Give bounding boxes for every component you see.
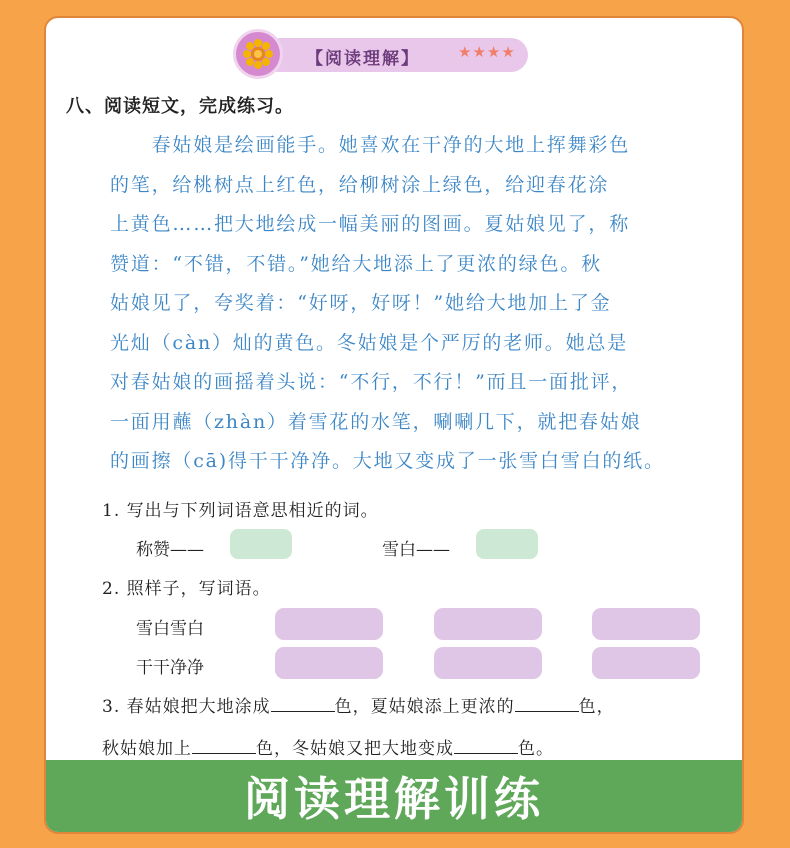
question-2: 2. 照样子，写词语。 <box>102 579 271 599</box>
q3-blank-3[interactable] <box>192 737 256 754</box>
passage-line: 对春姑娘的画摇着头说：“不行，不行！”而且一面批评， <box>110 371 633 393</box>
q1-answer-box-1[interactable] <box>230 529 292 559</box>
q3-text: 色， <box>578 697 615 717</box>
q2-example-2: 干干净净 <box>136 658 204 678</box>
star-rating-icon: ★★★★ <box>458 43 516 61</box>
flower-icon <box>236 32 280 76</box>
q2-example-1: 雪白雪白 <box>136 619 204 639</box>
q2-answer-box[interactable] <box>434 608 542 640</box>
question-3-line-2 <box>102 734 554 759</box>
passage-line: 上黄色……把大地绘成一幅美丽的图画。夏姑娘见了，称 <box>110 213 631 235</box>
q3-blank-2[interactable] <box>515 695 579 712</box>
q1-word-2: 雪白—— <box>382 540 450 560</box>
q2-answer-box[interactable] <box>434 647 542 679</box>
passage-line: 一面用蘸（zhàn）着雪花的水笔，唰唰几下，就把春姑娘 <box>110 410 642 433</box>
passage-line: 的画擦（cā)得干干净净。大地又变成了一张雪白雪白的纸。 <box>110 450 665 472</box>
q3-text: 色。 <box>518 739 554 759</box>
q2-answer-box[interactable] <box>275 647 383 679</box>
q3-blank-1[interactable] <box>271 695 335 712</box>
q1-word-1: 称赞—— <box>136 540 204 560</box>
q2-answer-box[interactable] <box>592 647 700 679</box>
q3-text: 秋姑娘加上 <box>102 739 192 759</box>
passage-line: 赞道：“不错，不错。”她给大地添上了更浓的绿色。秋 <box>110 252 602 275</box>
reading-passage <box>110 126 710 482</box>
q2-answer-box[interactable] <box>592 608 700 640</box>
q2-answer-box[interactable] <box>275 608 383 640</box>
passage-line: 春姑娘是绘画能手。她喜欢在干净的大地上挥舞彩色 <box>110 134 631 156</box>
badge-title: 【阅读理解】 <box>306 49 420 69</box>
q1-answer-box-2[interactable] <box>476 529 538 559</box>
question-1: 1. 写出与下列词语意思相近的词。 <box>102 501 379 521</box>
question-3-line-1 <box>102 692 615 717</box>
q3-text: 色，夏姑娘添上更浓的 <box>334 697 515 717</box>
passage-line: 姑娘见了，夸奖着：“好呀，好呀！”她给大地加上了金 <box>110 292 612 314</box>
q3-text: 3. 春姑娘把大地涂成 <box>102 697 271 717</box>
q3-blank-4[interactable] <box>454 737 518 754</box>
worksheet-card <box>44 16 744 834</box>
passage-line: 光灿（càn）灿的黄色。冬姑娘是个严厉的老师。她总是 <box>110 331 629 354</box>
banner-title: 阅读理解训练 <box>244 772 544 826</box>
section-badge <box>236 32 536 80</box>
q3-text: 色，冬姑娘又把大地变成 <box>256 739 454 759</box>
section-heading: 八、阅读短文，完成练习。 <box>66 96 294 117</box>
title-banner <box>46 760 742 832</box>
passage-line: 的笔，给桃树点上红色，给柳树涂上绿色，给迎春花涂 <box>110 173 610 196</box>
